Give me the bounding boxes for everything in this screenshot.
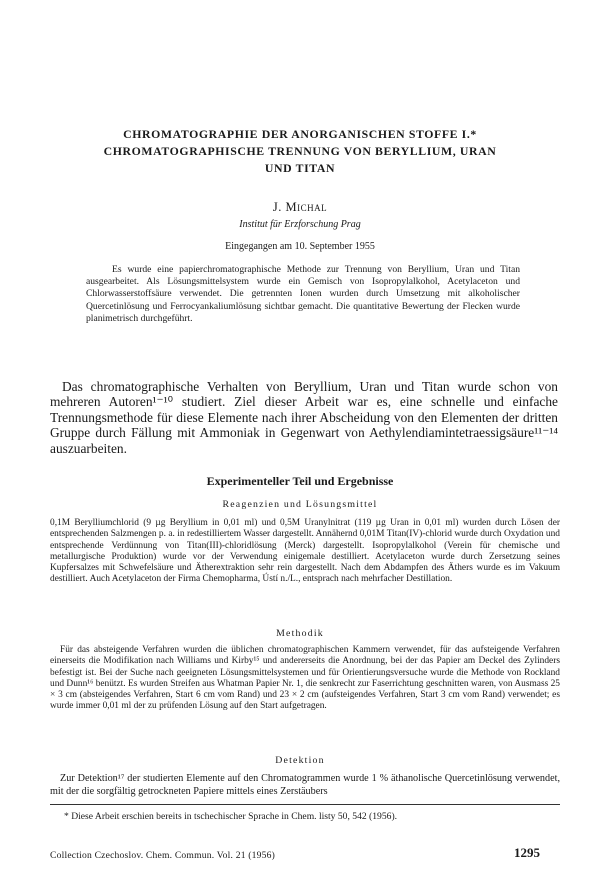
author-name: Michal xyxy=(285,200,328,214)
detektion-paragraph: Zur Detektion¹⁷ der studierten Elemente auf den Chromatogrammen wurde 1 % äthanolische Quercetinlösung verwendet, mit der die sorgfältig getrockneten Papiere mittels eines Zerstäubers xyxy=(50,773,560,798)
page-number: 1295 xyxy=(514,845,540,860)
received-date: Eingegangen am 10. September 1955 xyxy=(225,241,375,252)
methodik-paragraph: Für das absteigende Verfahren wurden die üblichen chromatographischen Kammern verwendet, für das aufsteigende Verfahren einerseits die Modifikation nach Williams und Kirby¹⁵ und andererseits die Anordnung, bei der das Papier am Deckel des Zylinders befestigt ist. Bei der Suche nach geeigneten Lösungsmittelsystemen und für Orientierungsversuche wurde die Methode von Rockland und Dunn¹⁶ benützt. Es wurden Streifen aus Whatman Papier Nr. 1, die senkrecht zur Faserrichtung geschnitten waren, von Ausmass 25 × 3 cm (absteigendes Verfahren, Start 6 cm vom Rand) und 23 × 2 cm (aufsteigendes Verfahren, Start 3 cm vom Rand) verwendet; es wurde immer 0,01 ml der zu prüfenden Lösung auf den Start aufgetragen. xyxy=(50,645,560,712)
author-line xyxy=(0,200,600,215)
methodik-heading: Methodik xyxy=(276,628,324,639)
footnote-rule xyxy=(50,804,560,805)
journal-citation: Collection Czechoslov. Chem. Commun. Vol. 21 (1956) xyxy=(50,850,276,861)
author-initial: J. xyxy=(272,200,286,214)
section-heading: Experimenteller Teil und Ergebnisse xyxy=(206,474,394,488)
article-title xyxy=(50,126,550,177)
title-line-3: UND TITAN xyxy=(264,161,336,175)
abstract: Es wurde eine papierchromatographische Methode zur Trennung von Beryllium, Uran und Titan ausgearbeitet. Als Lösungsmittelsystem wurde ein Gemisch von Isopropylalkohol, Acetylaceton und Chlorwasserstoffsäure verwendet. Die getrennten Ionen wurden durch Umsetzung mit alkoholischer Quercetinlösung und Ferrocyankaliumlösung sichtbar gemacht. Die quantitative Bewertung der Flecken wurde planimetrisch durchgeführt. xyxy=(86,264,520,324)
reagents-heading: Reagenzien und Lösungsmittel xyxy=(222,499,378,510)
author-institute: Institut für Erzforschung Prag xyxy=(239,219,361,230)
detektion-heading: Detektion xyxy=(275,755,325,766)
introduction-paragraph: Das chromatographische Verhalten von Beryllium, Uran und Titan wurde schon von mehreren Autoren¹⁻¹⁰ studiert. Ziel dieser Arbeit war es, eine schnelle und einfache Trennungsmethode für diese Elemente nach ihrer Abscheidung von den Elementen der dritten Gruppe durch Fällung mit Ammoniak in Gegenwart von Aethylendiamintetraessigsäure¹¹⁻¹⁴ auszuarbeiten. xyxy=(50,379,558,456)
footnote: * Diese Arbeit erschien bereits in tschechischer Sprache in Chem. listy 50, 542 (1956). xyxy=(64,811,398,822)
title-line-1: CHROMATOGRAPHIE DER ANORGANISCHEN STOFFE I.* xyxy=(123,127,477,141)
title-line-2: CHROMATOGRAPHISCHE TRENNUNG VON BERYLLIUM, URAN xyxy=(103,144,497,158)
reagents-paragraph: 0,1M Berylliumchlorid (9 µg Beryllium in 0,01 ml) und 0,5M Uranylnitrat (119 µg Uran in 0,01 ml) wurden durch Lösen der entsprechenden Salzmengen p. a. in redestilliertem Wasser dargestellt. Annähernd 0,01M Titan(IV)-chlorid wurde durch Oxydation und entsprechende Verdünnung von Titan(III)-chloridlösung (Merck) dargestellt. Isopropylalkohol (Verein für chemische und metallurgische Produktion) wurde vor der Verwendung einigemale destilliert. Acetylaceton wurde durch Zersetzung seines Kupfersalzes mit Schwefelsäure und Ätherextraktion sehr rein dargestellt. Nach dem Abdampfen des Äthers wurde es im Vakuum destilliert. Auch Acetylaceton der Firma Chemopharma, Ústí n./L., entsprach nach mehrfacher Destillation. xyxy=(50,518,560,585)
